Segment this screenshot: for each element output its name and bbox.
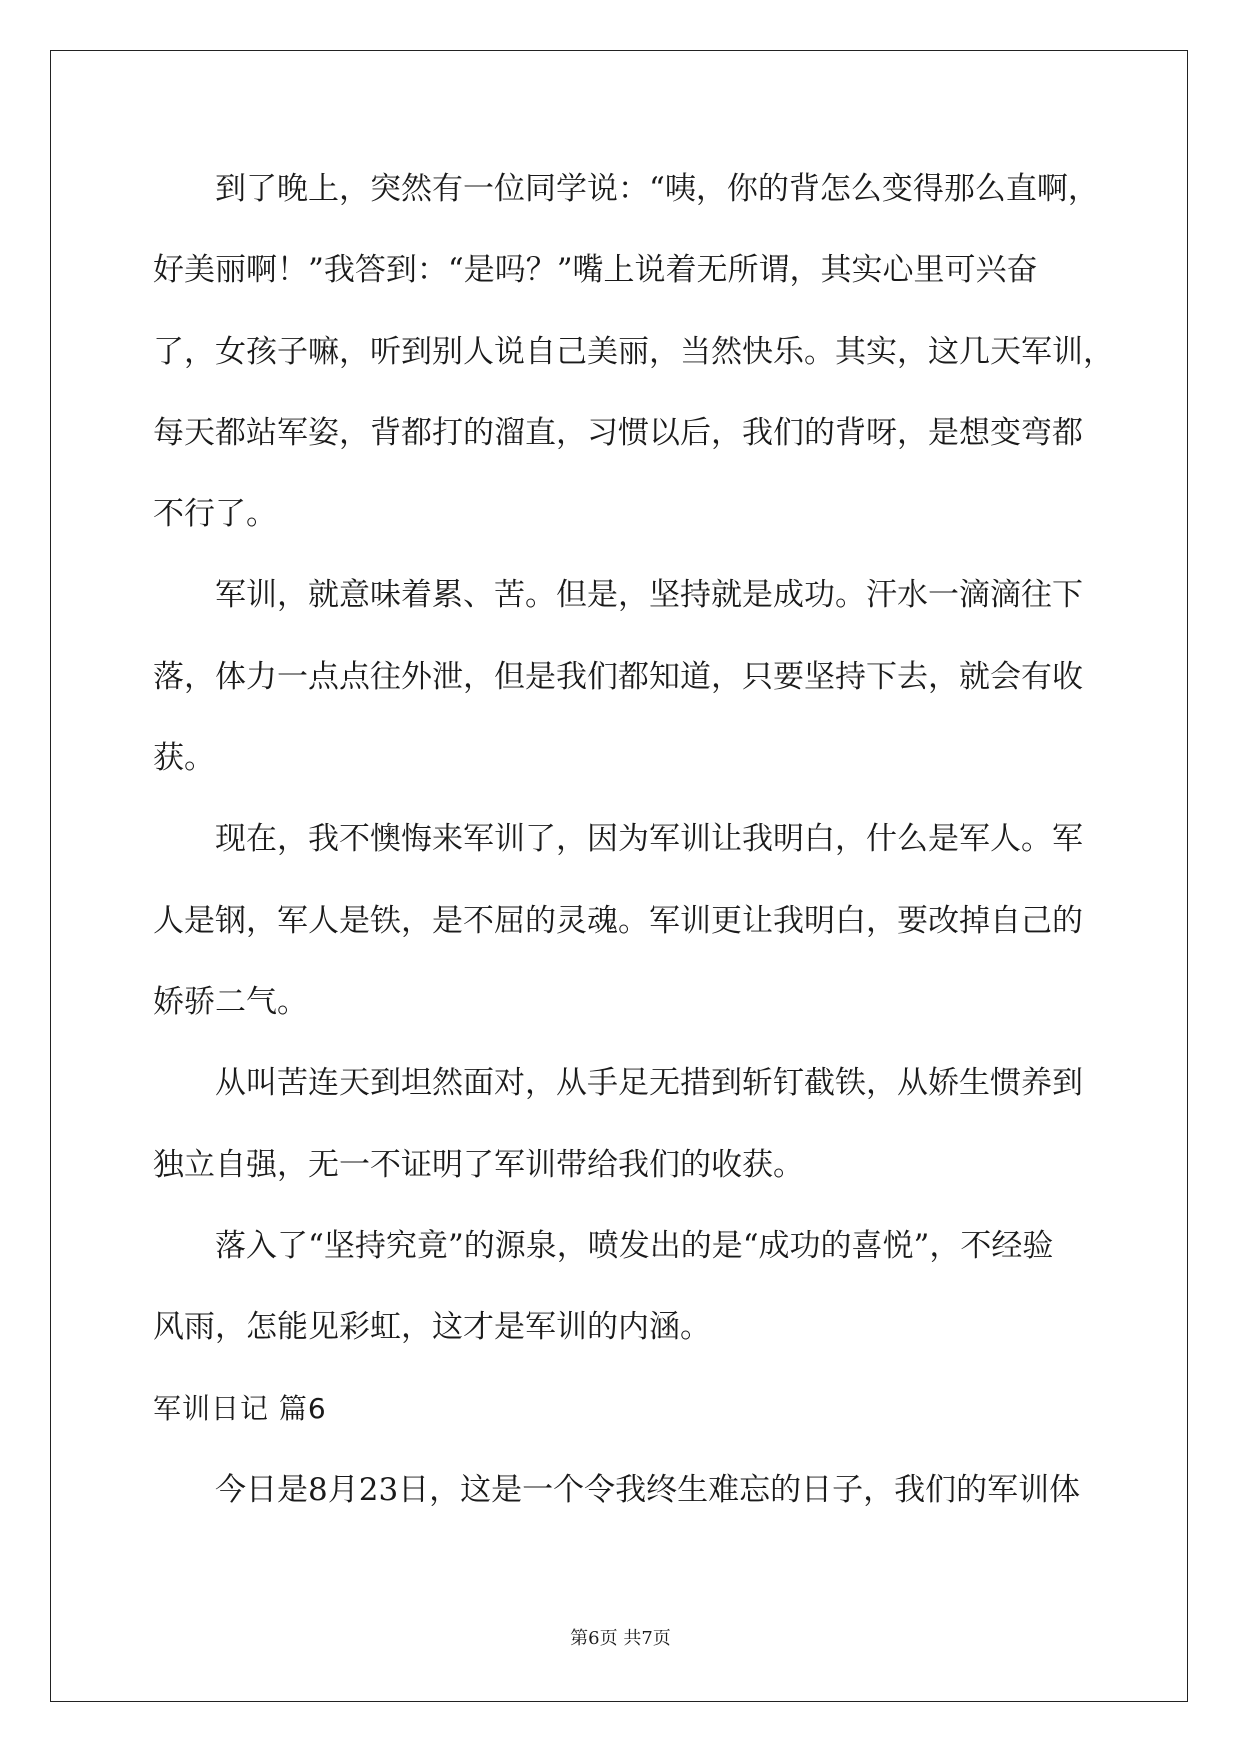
paragraph-line: 现在，我不懊悔来军训了，因为军训让我明白，什么是军人。军 — [215, 821, 1083, 858]
paragraph — [153, 1043, 1143, 1206]
paragraph-line: 独立自强，无一不证明了军训带给我们的收获。 — [153, 1146, 804, 1183]
section-heading: 军训日记 篇6 — [153, 1392, 327, 1426]
paragraph — [153, 555, 1143, 799]
paragraph-line: 从叫苦连天到坦然面对，从手足无措到斩钉截铁，从娇生惯养到 — [215, 1065, 1083, 1102]
paragraph-line: 落，体力一点点往外泄，但是我们都知道，只要坚持下去，就会有收 — [153, 658, 1083, 695]
paragraph-line: 不行了。 — [153, 496, 277, 533]
paragraph-line: 到了晚上，突然有一位同学说：“咦，你的背怎么变得那么直啊， — [215, 171, 1099, 207]
paragraph-line: 人是钢，军人是铁，是不屈的灵魂。军训更让我明白，要改掉自己的 — [153, 902, 1083, 939]
paragraph — [153, 1450, 1143, 1531]
paragraph — [153, 1206, 1143, 1369]
paragraph-line: 了，女孩子嘛，听到别人说自己美丽，当然快乐。其实，这几天军训， — [153, 333, 1114, 370]
paragraph — [153, 799, 1143, 1043]
document-body — [153, 149, 1143, 1531]
paragraph-line: 每天都站军姿，背都打的溜直，习惯以后，我们的背呀，是想变弯都 — [153, 414, 1083, 451]
paragraph-line: 今日是8月23日，这是一个令我终生难忘的日子，我们的军训体 — [215, 1471, 1081, 1508]
paragraph-line: 军训，就意味着累、苦。但是，坚持就是成功。汗水一滴滴往下 — [215, 577, 1083, 614]
paragraph-line: 娇骄二气。 — [153, 983, 308, 1020]
paragraph-line: 落入了“坚持究竟”的源泉，喷发出的是“成功的喜悦”，不经验 — [215, 1227, 1054, 1264]
page-number-footer: 第6页 共7页 — [570, 1628, 671, 1649]
paragraph — [153, 149, 1143, 555]
paragraph-line: 风雨，怎能见彩虹，这才是军训的内涵。 — [153, 1309, 711, 1346]
paragraph-line: 好美丽啊！”我答到：“是吗？”嘴上说着无所谓，其实心里可兴奋 — [153, 252, 1038, 289]
paragraph-line: 获。 — [153, 740, 215, 777]
